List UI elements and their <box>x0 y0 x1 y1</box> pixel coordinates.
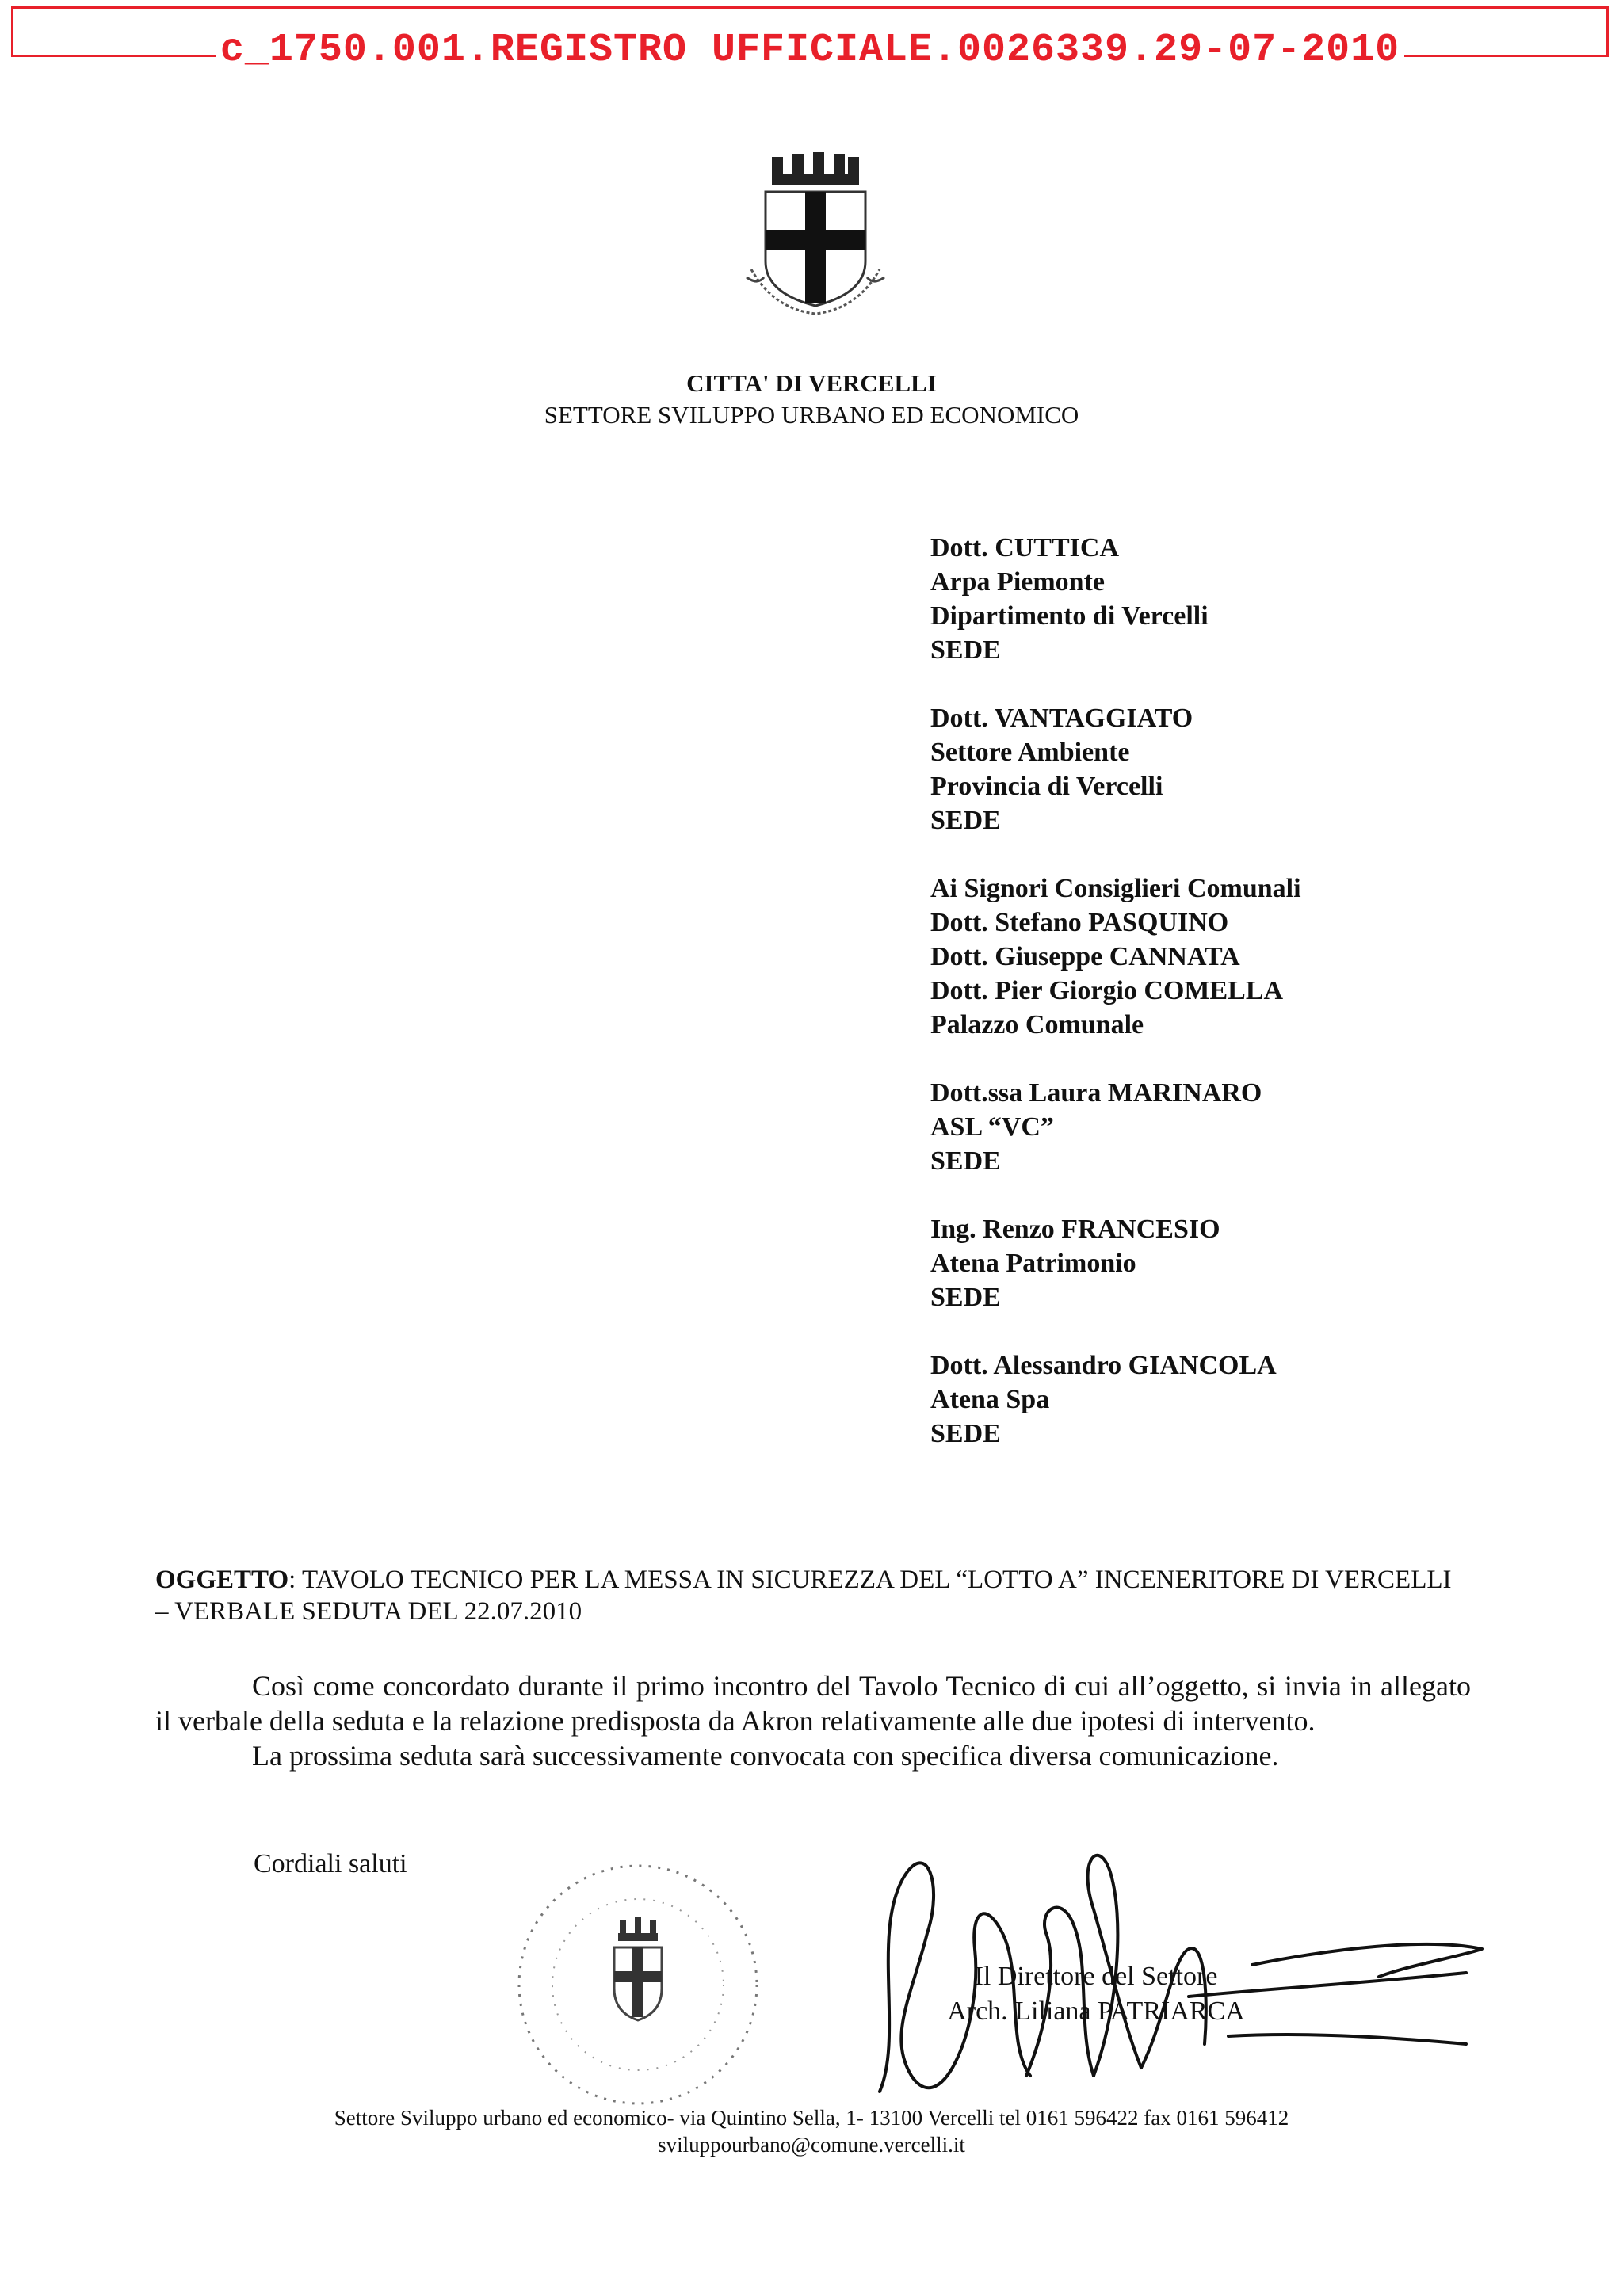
recipient-cuttica <box>930 531 1301 667</box>
recipient-line: SEDE <box>930 635 1001 665</box>
recipient-list <box>930 531 1301 1485</box>
recipient-line: Ing. Renzo FRANCESIO <box>930 1215 1220 1244</box>
recipient-line: Dipartimento di Vercelli <box>930 601 1209 631</box>
recipient-giancola <box>930 1348 1301 1451</box>
recipient-line: Dott. Pier Giorgio COMELLA <box>930 976 1284 1005</box>
footer-address: Settore Sviluppo urbano ed economico- via Quintino Sella, 1- 13100 Vercelli tel 0161 596422 fax 0161 596412 <box>334 2106 1289 2130</box>
recipient-line: SEDE <box>930 1419 1001 1448</box>
department-name: SETTORE SVILUPPO URBANO ED ECONOMICO <box>544 401 1079 429</box>
recipient-line: SEDE <box>930 1146 1001 1176</box>
body-paragraph: Così come concordato durante il primo incontro del Tavolo Tecnico di cui all’oggetto, si invia in allegato il verbale della seduta e la relazione predisposta da Akron relativamente alle due ipotesi di intervento. <box>155 1670 1471 1737</box>
footer-email: sviluppourbano@comune.vercelli.it <box>658 2133 965 2157</box>
city-coat-of-arms-icon <box>742 151 889 317</box>
recipient-line: Palazzo Comunale <box>930 1010 1144 1039</box>
recipient-line: Settore Ambiente <box>930 738 1130 767</box>
recipient-councillors <box>930 871 1301 1042</box>
recipient-line: ASL “VC” <box>930 1112 1054 1142</box>
recipient-line: Ai Signori Consiglieri Comunali <box>930 874 1301 903</box>
subject-text: : TAVOLO TECNICO PER LA MESSA IN SICUREZZA DEL “LOTTO A” INCENERITORE DI VERCELLI – VERBALE SEDUTA DEL 22.07.2010 <box>155 1566 1452 1626</box>
recipient-line: Dott. Alessandro GIANCOLA <box>930 1351 1277 1380</box>
recipient-line: Dott. CUTTICA <box>930 533 1119 563</box>
recipient-line: Dott. Stefano PASQUINO <box>930 908 1229 937</box>
recipient-line: Atena Spa <box>930 1385 1050 1414</box>
recipient-line: Provincia di Vercelli <box>930 772 1163 801</box>
recipient-vantaggiato <box>930 701 1301 837</box>
recipient-line: SEDE <box>930 1283 1001 1312</box>
recipient-line: Dott.ssa Laura MARINARO <box>930 1078 1262 1108</box>
recipient-line: Arpa Piemonte <box>930 567 1106 597</box>
closing-greeting: Cordiali saluti <box>254 1849 407 1878</box>
subject-label: OGGETTO <box>155 1566 289 1594</box>
signatory-name: Arch. Liliana PATRIARCA <box>947 1997 1245 2026</box>
recipient-line: Dott. Giuseppe CANNATA <box>930 942 1240 971</box>
handwritten-signature-icon <box>856 1838 1490 2100</box>
recipient-francesio <box>930 1212 1301 1314</box>
signatory-role: Il Direttore del Settore <box>974 1962 1218 1991</box>
protocol-stamp-box <box>11 6 1609 73</box>
protocol-registry-label: c_1750.001.REGISTRO UFFICIALE.0026339.29-07-2010 <box>216 31 1404 71</box>
letter-body <box>155 1669 1471 1773</box>
recipient-line: SEDE <box>930 806 1001 835</box>
recipient-line: Dott. VANTAGGIATO <box>930 704 1193 733</box>
recipient-marinaro <box>930 1076 1301 1178</box>
subject-line <box>155 1564 1471 1627</box>
body-paragraph: La prossima seduta sarà successivamente convocata con specifica diversa comunicazione. <box>252 1740 1279 1772</box>
city-name: CITTA' DI VERCELLI <box>686 369 937 397</box>
recipient-line: Atena Patrimonio <box>930 1249 1136 1278</box>
official-stamp-icon <box>507 1854 769 2115</box>
